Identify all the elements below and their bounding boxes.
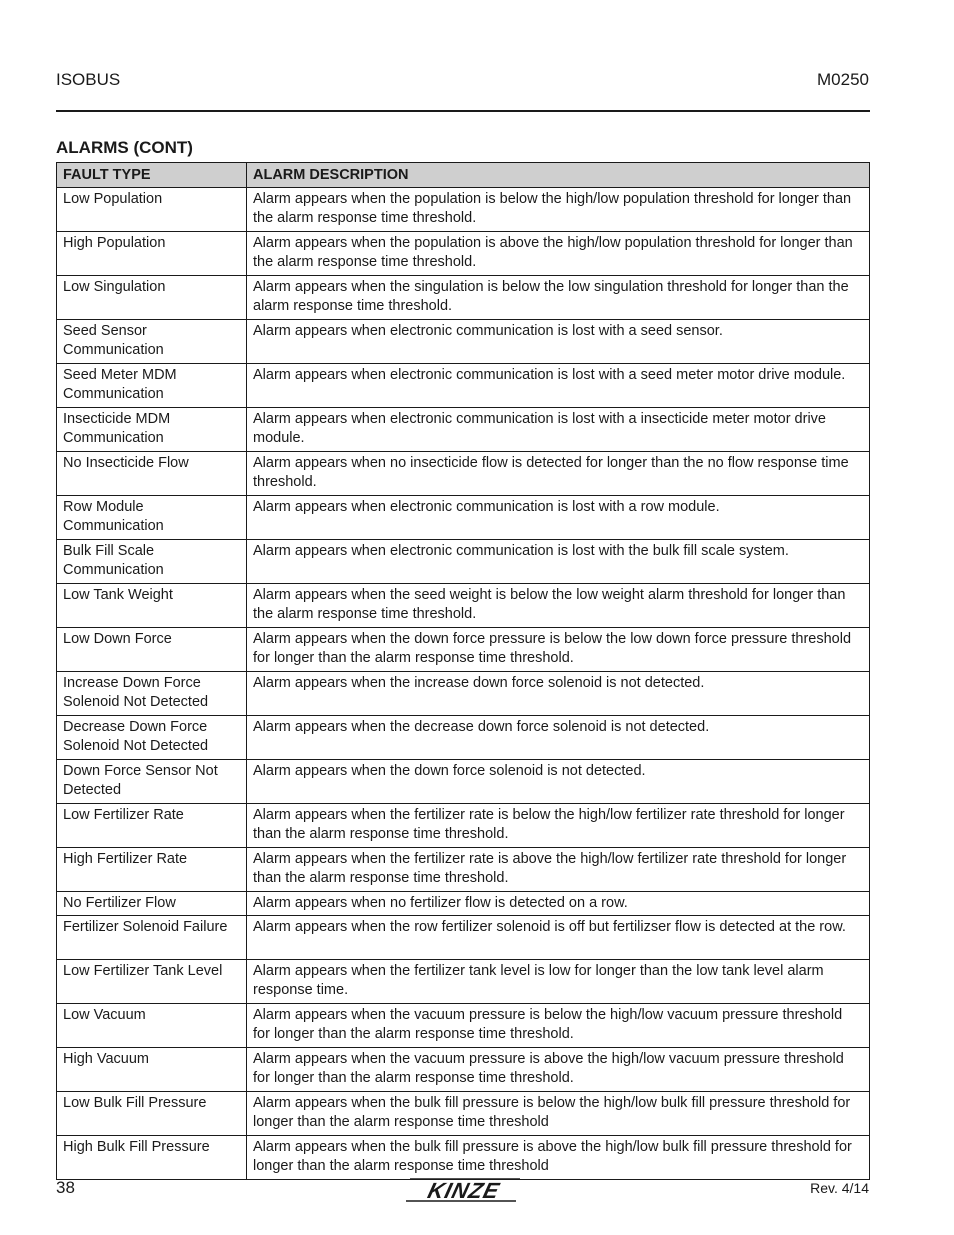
fault-type-cell: High Fertilizer Rate	[57, 848, 247, 892]
fault-type-cell: Down Force Sensor Not Detected	[57, 760, 247, 804]
alarm-description-cell: Alarm appears when electronic communication is lost with a seed meter motor drive module.	[247, 364, 870, 408]
table-row	[57, 1092, 870, 1136]
fault-type-cell: Seed Meter MDM Communication	[57, 364, 247, 408]
fault-type-cell: Low Fertilizer Rate	[57, 804, 247, 848]
column-header-alarm-description: ALARM DESCRIPTION	[247, 163, 870, 188]
table-row	[57, 584, 870, 628]
table-row	[57, 1048, 870, 1092]
alarm-description-cell: Alarm appears when the fertilizer rate is above the high/low fertilizer rate threshold for longer than the alarm response time threshold.	[247, 848, 870, 892]
table-row	[57, 1136, 870, 1180]
alarms-table	[56, 162, 870, 1180]
table-row	[57, 320, 870, 364]
table-row	[57, 540, 870, 584]
fault-type-cell: High Population	[57, 232, 247, 276]
alarm-description-cell: Alarm appears when the bulk fill pressure is above the high/low bulk fill pressure threshold for longer than the alarm response time threshold	[247, 1136, 870, 1180]
fault-type-cell: Low Tank Weight	[57, 584, 247, 628]
section-title: ALARMS (CONT)	[56, 138, 193, 157]
table-row	[57, 452, 870, 496]
alarm-description-cell: Alarm appears when the bulk fill pressure is below the high/low bulk fill pressure threshold for longer than the alarm response time threshold	[247, 1092, 870, 1136]
fault-type-cell: Bulk Fill Scale Communication	[57, 540, 247, 584]
kinze-logo	[404, 1176, 524, 1204]
table-row	[57, 232, 870, 276]
header-manual-number: M0250	[817, 70, 869, 89]
table-row	[57, 716, 870, 760]
alarm-description-cell: Alarm appears when the increase down force solenoid is not detected.	[247, 672, 870, 716]
alarm-description-cell: Alarm appears when no fertilizer flow is detected on a row.	[247, 892, 870, 916]
fault-type-cell: Seed Sensor Communication	[57, 320, 247, 364]
fault-type-cell: Low Down Force	[57, 628, 247, 672]
fault-type-cell: Low Population	[57, 188, 247, 232]
fault-type-cell: Row Module Communication	[57, 496, 247, 540]
fault-type-cell: High Vacuum	[57, 1048, 247, 1092]
table-row	[57, 1004, 870, 1048]
alarm-description-cell: Alarm appears when the vacuum pressure is below the high/low vacuum pressure threshold for longer than the alarm response time threshold.	[247, 1004, 870, 1048]
table-row	[57, 496, 870, 540]
table-header-row	[57, 163, 870, 188]
fault-type-cell: No Insecticide Flow	[57, 452, 247, 496]
fault-type-cell: Decrease Down Force Solenoid Not Detected	[57, 716, 247, 760]
table-row	[57, 364, 870, 408]
alarm-description-cell: Alarm appears when electronic communication is lost with a insecticide meter motor drive module.	[247, 408, 870, 452]
alarm-description-cell: Alarm appears when the vacuum pressure is above the high/low vacuum pressure threshold for longer than the alarm response time threshold.	[247, 1048, 870, 1092]
alarm-description-cell: Alarm appears when electronic communication is lost with a seed sensor.	[247, 320, 870, 364]
header-divider	[56, 110, 870, 112]
fault-type-cell: Low Vacuum	[57, 1004, 247, 1048]
alarm-description-cell: Alarm appears when the seed weight is below the low weight alarm threshold for longer than the alarm response time threshold.	[247, 584, 870, 628]
alarm-description-cell: Alarm appears when the fertilizer tank level is low for longer than the low tank level alarm response time.	[247, 960, 870, 1004]
table-row	[57, 760, 870, 804]
table-row	[57, 188, 870, 232]
alarm-description-cell: Alarm appears when the down force pressure is below the low down force pressure threshold for longer than the alarm response time threshold.	[247, 628, 870, 672]
alarm-description-cell: Alarm appears when the row fertilizer solenoid is off but fertilizser flow is detected at the row.	[247, 916, 870, 960]
fault-type-cell: Low Singulation	[57, 276, 247, 320]
alarm-description-cell: Alarm appears when the down force solenoid is not detected.	[247, 760, 870, 804]
fault-type-cell: Insecticide MDM Communication	[57, 408, 247, 452]
table-row	[57, 848, 870, 892]
fault-type-cell: Increase Down Force Solenoid Not Detected	[57, 672, 247, 716]
alarm-description-cell: Alarm appears when the decrease down force solenoid is not detected.	[247, 716, 870, 760]
alarm-description-cell: Alarm appears when the singulation is below the low singulation threshold for longer than the alarm response time threshold.	[247, 276, 870, 320]
table-row	[57, 892, 870, 916]
alarm-description-cell: Alarm appears when electronic communication is lost with the bulk fill scale system.	[247, 540, 870, 584]
fault-type-cell: No Fertilizer Flow	[57, 892, 247, 916]
table-row	[57, 804, 870, 848]
kinze-logo-text: KINZE	[425, 1178, 503, 1203]
alarm-description-cell: Alarm appears when electronic communication is lost with a row module.	[247, 496, 870, 540]
alarm-description-cell: Alarm appears when the fertilizer rate is below the high/low fertilizer rate threshold for longer than the alarm response time threshold.	[247, 804, 870, 848]
fault-type-cell: Low Fertilizer Tank Level	[57, 960, 247, 1004]
column-header-fault-type: FAULT TYPE	[57, 163, 247, 188]
table-row	[57, 628, 870, 672]
table-row	[57, 672, 870, 716]
table-row	[57, 916, 870, 960]
alarm-description-cell: Alarm appears when no insecticide flow is detected for longer than the no flow response time threshold.	[247, 452, 870, 496]
fault-type-cell: Fertilizer Solenoid Failure	[57, 916, 247, 960]
page-number: 38	[56, 1178, 75, 1197]
alarm-description-cell: Alarm appears when the population is below the high/low population threshold for longer than the alarm response time threshold.	[247, 188, 870, 232]
table-row	[57, 408, 870, 452]
table-row	[57, 276, 870, 320]
fault-type-cell: High Bulk Fill Pressure	[57, 1136, 247, 1180]
alarm-description-cell: Alarm appears when the population is above the high/low population threshold for longer than the alarm response time threshold.	[247, 232, 870, 276]
fault-type-cell: Low Bulk Fill Pressure	[57, 1092, 247, 1136]
header-section-label: ISOBUS	[56, 70, 121, 89]
table-row	[57, 960, 870, 1004]
revision-label: Rev. 4/14	[810, 1180, 869, 1196]
